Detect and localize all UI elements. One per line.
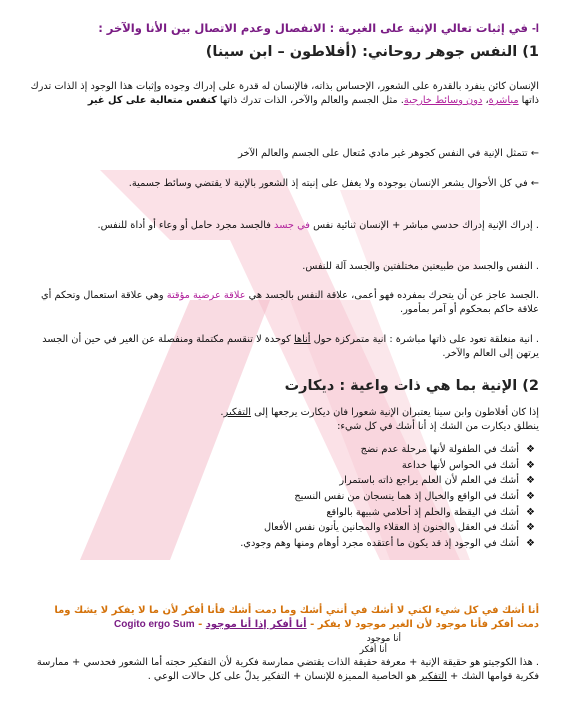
para2-doubt-intro: ينطلق ديكارت من الشك إذ أنا أشك في كل شيء: <box>337 420 539 432</box>
section1-subtitle: 1) النفس جوهر روحاني: (أفلاطون – ابن سينا) <box>205 44 539 60</box>
point-two-natures: . النفس والجسد من طبيعتين مختلفتين والجسد آلة للنفس. <box>302 261 539 272</box>
para2-text: إذا كان أفلاطون وابن سينا يعتبران الإنية شعورا فان ديكارت يرجعها إلى <box>250 407 539 418</box>
para2-thinking: التفكير <box>223 407 251 418</box>
cogito-quote <box>22 604 539 632</box>
doubt-text: أشك في الوجود إذ قد يكون ما أعتقده مجرد أوهام ومنها وهم وجودي. <box>240 538 519 550</box>
diamond-bullet-icon: ❖ <box>526 459 535 471</box>
quote-i-think: أنا أفكر إذا أنا موجود <box>205 619 307 631</box>
list-item <box>22 442 535 458</box>
diamond-bullet-icon: ❖ <box>526 506 535 518</box>
quote-dash: - <box>306 619 318 631</box>
doubt-text: أشك في الحواس لأنها خداعة <box>401 459 519 471</box>
point-closed-self <box>22 333 539 361</box>
breakdown-exist: أنا موجود <box>366 634 401 644</box>
doubt-list <box>22 442 539 552</box>
section1-title: في إثبات تعالي الإنية على الغيرية : الانفصال وعدم الاتصال بين الأنا والآخر : <box>98 21 528 35</box>
diamond-bullet-icon: ❖ <box>526 538 535 550</box>
point6-text-b: كوحدة لا تنقسم مكتملة ومنفصلة عن الغير في حين أن الجسد يرتهن إلى العالم والآخر. <box>42 334 539 359</box>
point3-text-a: . إدراك الإنية إدراك حدسي مباشر + الإنسان ثنائية نفس <box>309 220 539 231</box>
para1-direct: مباشرة <box>488 94 519 106</box>
breakdown-think: أنا أفكر <box>359 644 387 655</box>
para3-text-a: . هذا الكوجيتو هو حقيقة الإنية + معرفة حقيقة الذات يقتضي ممارسة فكرية لأن التفكير حجته أما الشعور فحدسي + ممارسة فكرية قوامها الشك + <box>36 657 539 682</box>
point-body-soul-relation <box>22 289 539 317</box>
paragraph-self-awareness <box>22 80 539 108</box>
paragraph-descartes <box>22 406 539 434</box>
para2-end: . <box>220 407 224 418</box>
point6-text-a: . انية منغلقة تعود على ذاتها مباشرة : انية متمركزة حول <box>310 334 539 345</box>
section-number: I- <box>531 23 539 35</box>
section2-title: 2) الإنية بما هي ذات واعية : ديكارت <box>284 378 539 394</box>
point3-in-body: في جسد <box>274 220 310 231</box>
point-intuition <box>22 219 539 233</box>
para3-text-b: هو الخاصية المميزة للإنسان + التفكير يدلّ على كل حالات الوعي . <box>147 670 420 682</box>
diamond-bullet-icon: ❖ <box>526 475 535 487</box>
para1-transcend: كنفس متعالية على كل غير <box>87 94 217 106</box>
diamond-bullet-icon: ❖ <box>526 444 535 455</box>
paragraph-cogito-conclusion <box>22 656 539 684</box>
point5-relation: علاقة عرضية مؤقتة <box>166 290 246 301</box>
list-item <box>22 489 535 505</box>
para1-comma: ، <box>482 94 489 106</box>
diamond-bullet-icon: ❖ <box>526 522 535 534</box>
cogito-latin: Cogito ergo Sum <box>114 619 195 631</box>
quote-dash2: - <box>194 619 206 631</box>
quote-line1: أنا أشك في كل شيء لكني لا أشك في أنني أشك وما دمت أشك فأنا أفكر لأن ما لا يفكر لا يشك وما <box>54 605 539 616</box>
point-awareness-no-body: ← في كل الأحوال يشعر الإنسان بوجوده ولا يغفل على إنيته إذ الشعور بالإنية لا يقتضي وسائط جسمية. <box>128 178 539 189</box>
point6-themselves: أناها <box>293 334 311 345</box>
quote-line2-a: دمت أفكر فأنا <box>470 619 539 631</box>
list-item <box>22 458 535 474</box>
section1-heading <box>22 20 539 37</box>
doubt-text: أشك في العلم لأن العلم يراجع ذاته باستمرار <box>339 475 519 487</box>
para3-thinking: التفكير <box>419 670 447 682</box>
point3-text-b: فالجسد مجرد حامل أو وعاء أو أداة للنفس. <box>97 220 275 231</box>
para1-text-a: الإنسان كائن ينفرد بالقدرة على الشعور، الإحساس بذاته، فالإنسان له قدرة على إدراك وجوده وإثبات هذا الوجود إذ الذات تدرك ذاتها <box>30 81 539 106</box>
doubt-text: أشك في اليقظة والحلم إذ أحلامي شبيهة بالواقع <box>326 506 519 518</box>
cogito-breakdown <box>261 634 401 656</box>
doubt-text: أشك في الواقع والخيال إذ هما ينسجان من نفس النسيج <box>294 491 519 503</box>
list-item <box>22 536 535 552</box>
para1-no-external: دون وسائط خارجية <box>403 94 483 106</box>
list-item <box>22 505 535 521</box>
para1-text-b: . مثل الجسم والعالم والآخر، الذات تدرك ذاتها <box>216 94 404 106</box>
quote-line2-b: موجود لأن الغير موجود لا يفكر <box>317 619 467 631</box>
list-item <box>22 520 535 536</box>
list-item <box>22 473 535 489</box>
point5-text-b: وهي علاقة استعمال وتحكم أي علاقة حاكم بمحكوم أو آمر بمأمور. <box>40 290 539 315</box>
diamond-bullet-icon: ❖ <box>526 491 535 503</box>
doubt-text: أشك في العقل والجنون إذ العقلاء والمجانين يأتون نفس الأفعال <box>263 522 519 534</box>
point-soul-substance: ← تتمثل الإنية في النفس كجوهر غير مادي مُتعال على الجسم والعالم الآخر <box>238 148 539 159</box>
point5-text-a: .الجسد عاجز عن أن يتحرك بمفرده فهو أعمى، علاقة النفس بالجسد هي <box>245 290 539 301</box>
doubt-text: أشك في الطفولة لأنها مرحلة عدم نضج <box>360 444 519 455</box>
